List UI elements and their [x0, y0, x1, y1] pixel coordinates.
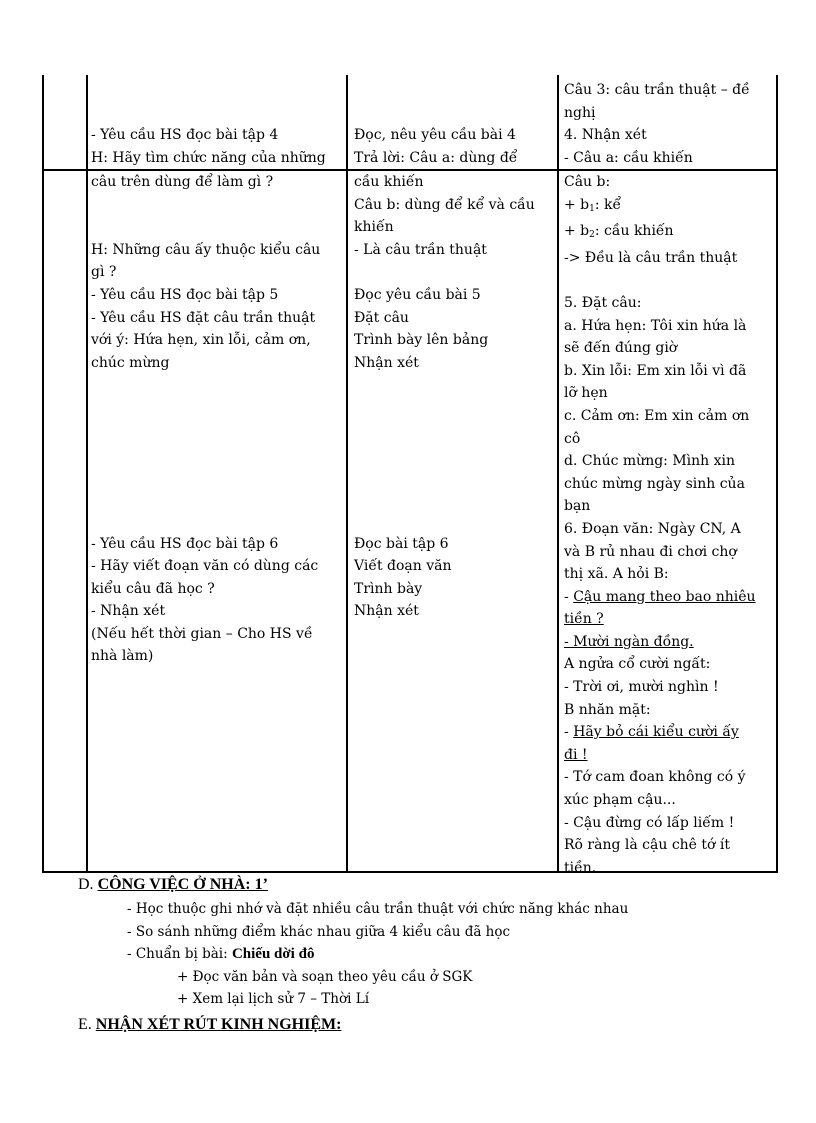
section-d-heading: D. CÔNG VIỆC Ở NHÀ: 1’	[78, 876, 268, 893]
text-line: - Yêu cầu HS đọc bài tập 4	[91, 127, 279, 143]
text-line: Nhận xét	[354, 354, 419, 371]
homework-sub-item: + Đọc văn bản và soạn theo yêu cầu ở SGK	[177, 968, 473, 985]
text-line: cầu khiến	[354, 174, 424, 190]
text-line: Trả lời: Câu a: dùng để	[354, 149, 518, 166]
text-line: - Câu a: cầu khiến	[564, 149, 693, 166]
text-line: - Yêu cầu HS đặt câu trần thuật	[91, 309, 316, 326]
homework-sub-item: + Xem lại lịch sử 7 – Thời Lí	[177, 991, 370, 1007]
table-border-col3	[557, 75, 559, 873]
text-line: Viết đoạn văn	[354, 558, 452, 575]
text-line	[354, 420, 552, 443]
text-line	[91, 374, 341, 397]
text-line: - Yêu cầu HS đọc bài tập 6	[91, 535, 279, 552]
text-line: b. Xin lỗi: Em xin lỗi vì đã	[564, 362, 747, 379]
row2-student-cell	[354, 171, 552, 623]
text-line: kiểu câu đã học ?	[91, 580, 215, 597]
text-line	[564, 269, 771, 292]
text-line: - Trời ơi, mười nghìn !	[564, 679, 719, 696]
text-line: + $b_2$: cầu khiến	[564, 223, 674, 241]
text-line: nhà làm)	[91, 648, 154, 665]
text-line: 6. Đoạn văn: Ngày CN, A	[564, 520, 741, 537]
text-line	[354, 261, 552, 284]
text-line	[91, 194, 341, 217]
text-line: c. Cảm ơn: Em xin cảm ơn	[564, 407, 750, 424]
text-line	[354, 487, 552, 510]
table-border-right	[776, 75, 778, 873]
homework-item: - Học thuộc ghi nhớ và đặt nhiều câu trần thuật với chức năng khác nhau	[127, 901, 629, 917]
text-line: Trình bày	[354, 580, 423, 597]
text-line: chúc mừng ngày sinh của	[564, 475, 745, 492]
text-line	[354, 442, 552, 465]
row1-teacher-cell	[91, 124, 341, 169]
text-line: và B rủ nhau đi chơi chợ	[564, 543, 737, 560]
text-line	[354, 397, 552, 420]
text-line: - Là câu trần thuật	[354, 241, 487, 258]
text-line: Đọc yêu cầu bài 5	[354, 286, 481, 303]
row2-content-cell	[564, 171, 771, 879]
text-line	[91, 510, 341, 533]
row2-teacher-cell	[91, 171, 341, 668]
text-line: Rõ ràng là cậu chê tớ ít	[564, 837, 731, 854]
text-line: 5. Đặt câu:	[564, 294, 642, 311]
text-line: d. Chúc mừng: Mình xin	[564, 453, 736, 470]
text-line: sẽ đến đúng giờ	[564, 340, 678, 357]
text-line: B nhăn mặt:	[564, 701, 651, 718]
text-line: - Nhận xét	[91, 603, 166, 620]
dialogue-line: - Hãy bỏ cái kiểu cười ấy	[564, 724, 739, 741]
text-line	[354, 465, 552, 488]
text-line: lỡ hẹn	[564, 385, 608, 402]
text-line	[91, 216, 341, 239]
text-line: Đọc bài tập 6	[354, 535, 449, 552]
table-border-col1	[86, 75, 88, 873]
text-line: - Cậu đừng có lấp liếm !	[564, 814, 735, 831]
section-e-heading: E. NHẬN XÉT RÚT KINH NGHIỆM:	[78, 1016, 342, 1033]
text-line: Nhận xét	[354, 603, 419, 620]
text-line: H: Hãy tìm chức năng của những	[91, 149, 326, 166]
text-line: 4. Nhận xét	[564, 127, 647, 144]
text-line: nghị	[564, 104, 596, 121]
text-line: bạn	[564, 498, 591, 515]
text-line: gì ?	[91, 264, 117, 281]
row1-content-cell	[564, 79, 771, 169]
text-line: a. Hứa hẹn: Tôi xin hứa là	[564, 317, 747, 334]
text-line	[354, 374, 552, 397]
table-border-left	[42, 75, 44, 873]
text-line: H: Những câu ấy thuộc kiểu câu	[91, 241, 321, 258]
text-line: Câu b:	[564, 174, 611, 190]
text-line: câu trên dùng để làm gì ?	[91, 174, 274, 190]
table-border-col2	[346, 75, 348, 873]
text-line: với ý: Hứa hẹn, xin lỗi, cảm ơn,	[91, 332, 311, 349]
text-line	[91, 487, 341, 510]
text-line	[91, 420, 341, 443]
text-line: Câu b: dùng để kể và cầu	[354, 196, 535, 213]
text-line: - Yêu cầu HS đọc bài tập 5	[91, 286, 279, 303]
text-line	[91, 465, 341, 488]
text-line	[91, 442, 341, 465]
text-line: - Hãy viết đoạn văn có dùng các	[91, 558, 319, 575]
dialogue-line: tiền ?	[564, 611, 604, 628]
section-d-items	[127, 898, 628, 1011]
text-line: Đọc, nêu yêu cầu bài 4	[354, 127, 516, 143]
text-line	[354, 510, 552, 533]
text-line: thị xã. A hỏi B:	[564, 566, 669, 583]
text-line: (Nếu hết thời gian – Cho HS về	[91, 625, 313, 642]
text-line: chúc mừng	[91, 354, 170, 371]
dialogue-line: - Cậu mang theo bao nhiêu	[564, 588, 756, 605]
row1-student-cell	[354, 124, 552, 169]
text-line: khiến	[354, 219, 394, 236]
homework-item: - Chuẩn bị bài: Chiếu dời đô	[127, 946, 315, 962]
text-line: Đặt câu	[354, 309, 409, 326]
text-line: -> Đều là câu trần thuật	[564, 249, 738, 266]
dialogue-line: - Mười ngàn đồng.	[564, 633, 694, 650]
text-line	[91, 397, 341, 420]
text-line: tiền.	[564, 859, 597, 876]
homework-item: - So sánh những điểm khác nhau giữa 4 kiểu câu đã học	[127, 923, 511, 940]
dialogue-line: đi !	[564, 746, 588, 763]
text-line: + $b_1$: kể	[564, 196, 622, 214]
text-line: - Tớ cam đoan không có ý	[564, 769, 746, 786]
text-line: Trình bày lên bảng	[354, 332, 489, 349]
text-line: A ngửa cổ cười ngất:	[564, 656, 711, 673]
text-line: Câu 3: câu trần thuật – đề	[564, 82, 750, 98]
text-line: xúc phạm cậu...	[564, 792, 676, 809]
text-line: cô	[564, 430, 581, 447]
